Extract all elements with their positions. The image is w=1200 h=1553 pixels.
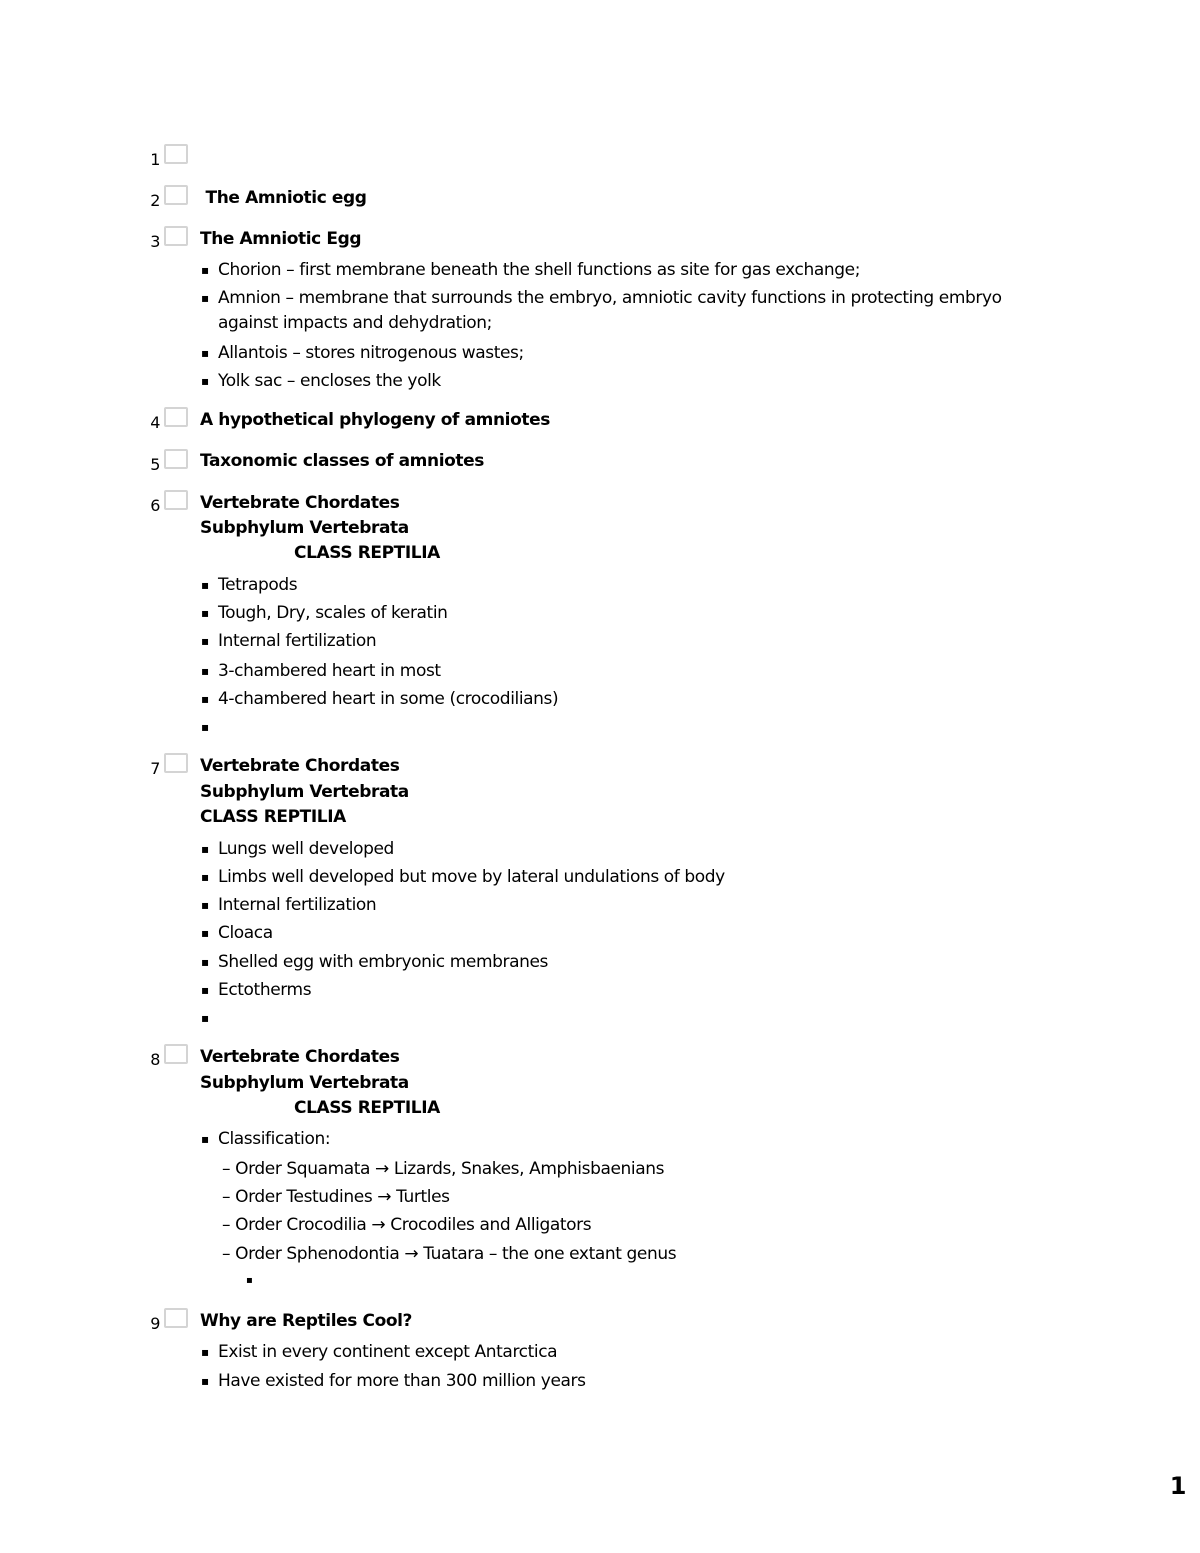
bullet-text-continuation: against impacts and dehydration;	[218, 313, 492, 333]
bullet-text: Lungs well developed	[218, 839, 394, 859]
bullet-marker: ▪	[201, 291, 209, 305]
slide-number: 6	[150, 496, 160, 515]
slide-title: Taxonomic classes of amniotes	[200, 451, 484, 471]
slide-subtitle: Subphylum Vertebrata	[200, 1073, 409, 1093]
slide-number: 9	[150, 1314, 160, 1333]
slide-number: 4	[150, 413, 160, 432]
bullet-marker: ▪	[201, 374, 209, 388]
bullet-text: Cloaca	[218, 923, 273, 943]
slide-title: Why are Reptiles Cool?	[200, 1311, 413, 1331]
bullet-marker: ▪	[201, 1345, 209, 1359]
bullet-marker: ▪	[201, 1011, 209, 1025]
page-number: 1	[1169, 1472, 1186, 1500]
bullet-marker: ▪	[201, 263, 209, 277]
bullet-text: Allantois – stores nitrogenous wastes;	[218, 343, 524, 363]
slide-thumbnail-icon[interactable]	[164, 1308, 188, 1328]
slide-number: 3	[150, 232, 160, 251]
slide-thumbnail-icon[interactable]	[164, 226, 188, 246]
slide-title: Vertebrate Chordates	[200, 1047, 400, 1067]
bullet-text: Chorion – first membrane beneath the shell functions as site for gas exchange;	[218, 260, 861, 280]
slide-number: 2	[150, 191, 160, 210]
bullet-marker: ▪	[201, 578, 209, 592]
bullet-marker: ▪	[201, 870, 209, 884]
slide-title: A hypothetical phylogeny of amniotes	[200, 410, 550, 430]
bullet-marker: ▪	[201, 634, 209, 648]
bullet-marker: ▪	[201, 664, 209, 678]
slide-class-heading: CLASS REPTILIA	[294, 1098, 440, 1118]
bullet-marker: ▪	[201, 926, 209, 940]
bullet-text: Tetrapods	[218, 575, 298, 595]
bullet-text: 3-chambered heart in most	[218, 661, 441, 681]
slide-thumbnail-icon[interactable]	[164, 753, 188, 773]
slide-class-heading: CLASS REPTILIA	[200, 807, 346, 827]
bullet-marker: ▪	[201, 983, 209, 997]
slide-subtitle: Subphylum Vertebrata	[200, 782, 409, 802]
bullet-marker: ▪	[246, 1275, 253, 1286]
slide-thumbnail-icon[interactable]	[164, 185, 188, 205]
bullet-text: Tough, Dry, scales of keratin	[218, 603, 448, 623]
slide-number: 7	[150, 759, 160, 778]
slide-thumbnail-icon[interactable]	[164, 407, 188, 427]
bullet-marker: ▪	[201, 1374, 209, 1388]
bullet-text: Exist in every continent except Antarctica	[218, 1342, 558, 1362]
bullet-marker: ▪	[201, 898, 209, 912]
bullet-text: Ectotherms	[218, 980, 312, 1000]
slide-title: Vertebrate Chordates	[200, 756, 400, 776]
sub-bullet-text: – Order Crocodilia → Crocodiles and Alligators	[222, 1215, 592, 1235]
bullet-text: Limbs well developed but move by lateral undulations of body	[218, 867, 725, 887]
bullet-marker: ▪	[201, 720, 209, 734]
sub-bullet-text: – Order Sphenodontia → Tuatara – the one extant genus	[222, 1244, 677, 1264]
bullet-text: Amnion – membrane that surrounds the embryo, amniotic cavity functions in protecting embryo	[218, 288, 1002, 308]
slide-number: 8	[150, 1050, 160, 1069]
slide-number: 5	[150, 455, 160, 474]
slide-subtitle: Subphylum Vertebrata	[200, 518, 409, 538]
sub-bullet-text: – Order Squamata → Lizards, Snakes, Amphisbaenians	[222, 1159, 665, 1179]
bullet-text: Internal fertilization	[218, 631, 377, 651]
slide-thumbnail-icon[interactable]	[164, 1044, 188, 1064]
slide-class-heading: CLASS REPTILIA	[294, 543, 440, 563]
bullet-marker: ▪	[201, 692, 209, 706]
slide-title: The Amniotic egg	[200, 188, 367, 208]
bullet-text: Shelled egg with embryonic membranes	[218, 952, 549, 972]
bullet-marker: ▪	[201, 606, 209, 620]
slide-thumbnail-icon[interactable]	[164, 490, 188, 510]
bullet-text: Classification:	[218, 1129, 331, 1149]
bullet-marker: ▪	[201, 1132, 209, 1146]
bullet-text: 4-chambered heart in some (crocodilians)	[218, 689, 559, 709]
bullet-marker: ▪	[201, 955, 209, 969]
bullet-marker: ▪	[201, 346, 209, 360]
slide-thumbnail-icon[interactable]	[164, 144, 188, 164]
bullet-text: Have existed for more than 300 million years	[218, 1371, 586, 1391]
bullet-text: Internal fertilization	[218, 895, 377, 915]
slide-title: The Amniotic Egg	[200, 229, 362, 249]
slide-title: Vertebrate Chordates	[200, 493, 400, 513]
sub-bullet-text: – Order Testudines → Turtles	[222, 1187, 450, 1207]
bullet-marker: ▪	[201, 842, 209, 856]
slide-thumbnail-icon[interactable]	[164, 449, 188, 469]
slide-number: 1	[150, 150, 160, 169]
bullet-text: Yolk sac – encloses the yolk	[218, 371, 441, 391]
